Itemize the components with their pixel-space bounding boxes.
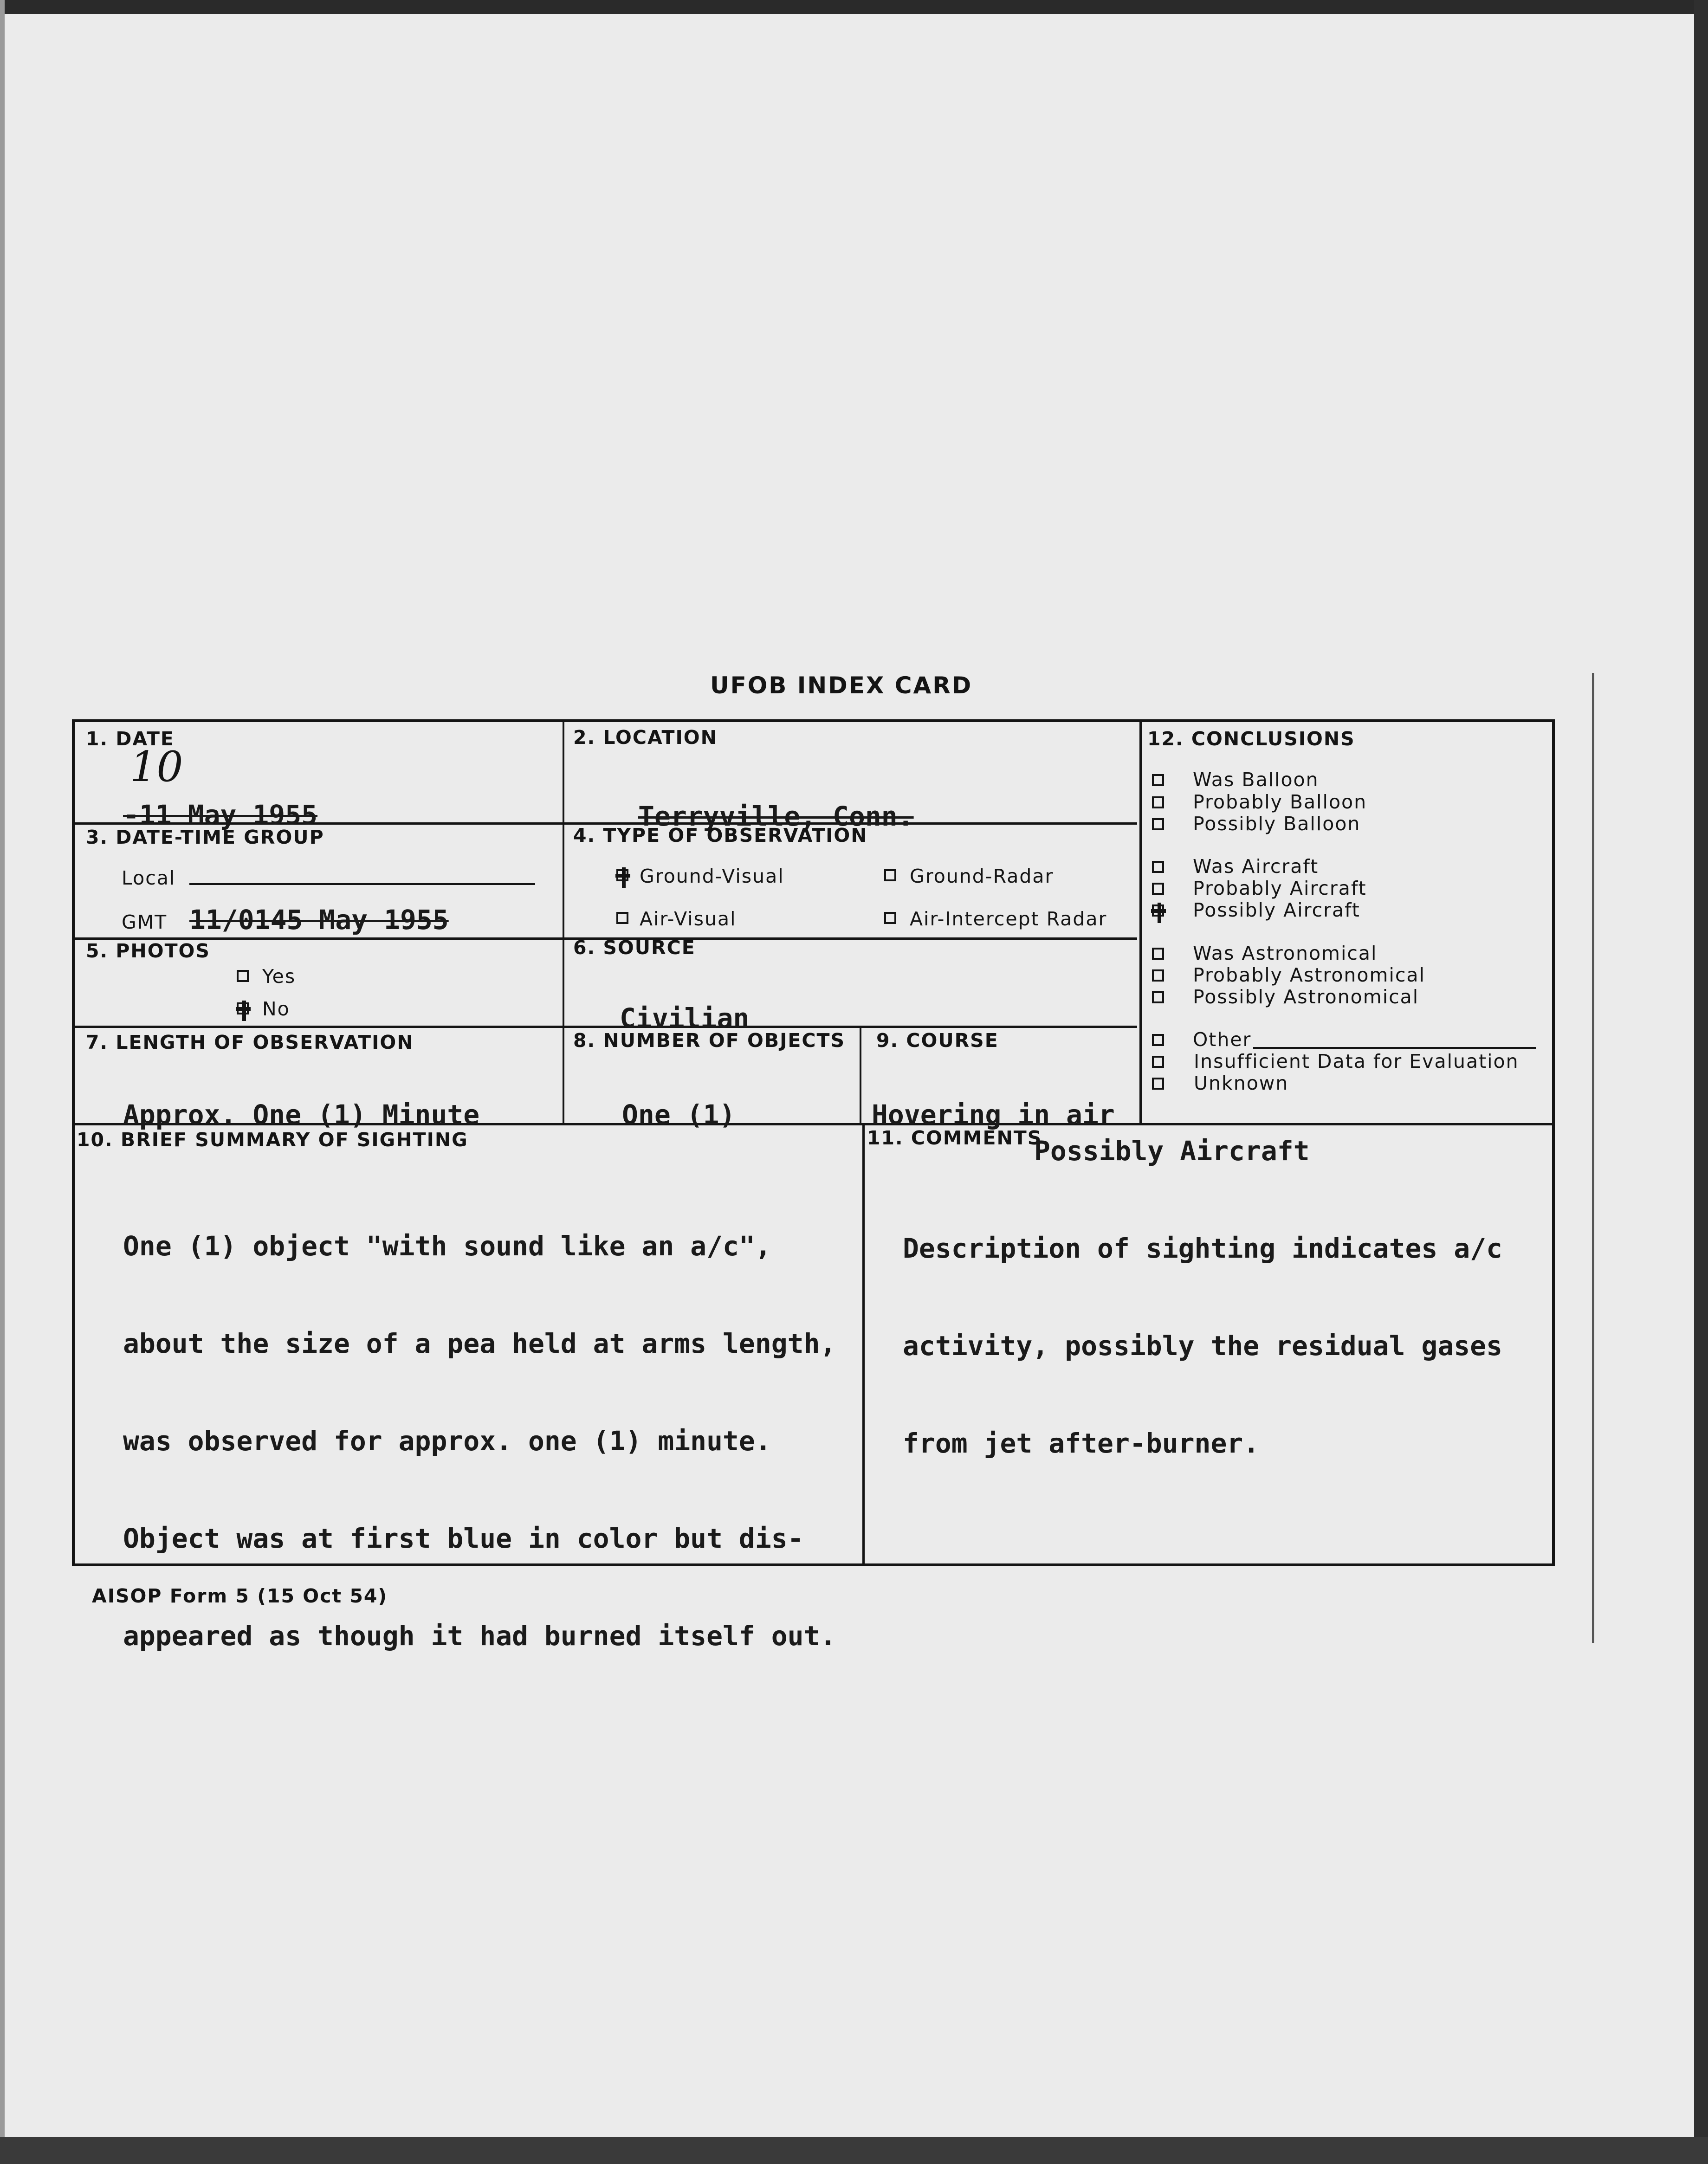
type-of-observation-label: 4. TYPE OF OBSERVATION [573,824,868,846]
summary-line: about the size of a pea held at arms length, [123,1328,836,1359]
ground-radar-option: Ground-Radar [910,865,1054,887]
gmt-label: GMT [122,911,168,933]
photos-label: 5. PHOTOS [86,940,210,962]
probably-astronomical-checkbox[interactable] [1152,969,1164,982]
other-option: Other [1193,1028,1252,1051]
photos-yes-option: Yes [262,965,296,988]
air-visual-option: Air-Visual [640,908,737,930]
divider-row3 [74,1026,1137,1028]
ground-visual-checkbox[interactable] [616,869,628,881]
probably-balloon-checkbox[interactable] [1152,796,1164,808]
probably-balloon-option: Probably Balloon [1193,791,1367,813]
divider-col-conclusions [1139,722,1142,1124]
comments-label: 11. COMMENTS [867,1127,1042,1149]
date-time-group-label: 3. DATE-TIME GROUP [86,826,324,848]
comments-line: activity, possibly the residual gases [903,1330,1503,1362]
summary-line: appeared as though it had burned itself out. [123,1620,836,1652]
possibly-aircraft-checkbox[interactable] [1152,904,1164,917]
air-intercept-radar-option: Air-Intercept Radar [910,908,1107,930]
scan-edge-top [0,0,1708,14]
comments-heading: Possibly Aircraft [1034,1135,1310,1167]
summary-line: Object was at first blue in color but dis- [123,1523,804,1554]
summary-line: was observed for approx. one (1) minute. [123,1425,771,1457]
brief-summary-label: 10. BRIEF SUMMARY OF SIGHTING [77,1129,468,1151]
possibly-balloon-checkbox[interactable] [1152,818,1164,830]
was-aircraft-checkbox[interactable] [1152,861,1164,873]
gmt-value: 11/0145 May 1955 [189,904,449,936]
divider-col1 [563,722,564,1124]
card-title: UFOB INDEX CARD [710,672,973,699]
summary-line: One (1) object "with sound like an a/c", [123,1230,771,1262]
local-time-label: Local [122,867,176,889]
date-label: 1. DATE [86,728,175,750]
other-checkbox[interactable] [1152,1034,1164,1046]
comments-line: Description of sighting indicates a/c [903,1233,1503,1264]
number-of-objects-value: One (1) [622,1099,736,1130]
location-label: 2. LOCATION [573,726,718,749]
course-value: Hovering in air [872,1099,1115,1130]
photos-no-option: No [262,998,290,1020]
length-of-observation-label: 7. LENGTH OF OBSERVATION [86,1031,414,1053]
form-number-footer: AISOP Form 5 (15 Oct 54) [92,1585,388,1607]
date-value: -11 May 1955 [123,799,318,831]
ground-radar-checkbox[interactable] [884,869,896,881]
photos-yes-checkbox[interactable] [237,970,249,982]
other-blank [1253,1047,1536,1049]
source-label: 6. SOURCE [573,937,696,959]
course-label: 9. COURSE [876,1029,999,1052]
air-visual-checkbox[interactable] [616,912,628,924]
conclusions-label: 12. CONCLUSIONS [1147,728,1355,750]
date-handwritten-correction: 10 [130,743,183,791]
air-intercept-radar-checkbox[interactable] [884,912,896,924]
scan-edge-right [1694,0,1708,2164]
was-astronomical-checkbox[interactable] [1152,948,1164,960]
divider-col-summary [862,1124,865,1564]
was-balloon-checkbox[interactable] [1152,774,1164,786]
location-value: Terryville, Conn. [638,801,914,832]
was-aircraft-option: Was Aircraft [1193,855,1319,878]
scan-edge-left [0,0,5,2164]
probably-aircraft-checkbox[interactable] [1152,883,1164,895]
photos-no-checkbox[interactable] [237,1002,249,1014]
possibly-aircraft-option: Possibly Aircraft [1193,899,1360,921]
possibly-astronomical-option: Possibly Astronomical [1193,986,1419,1008]
comments-text [903,1167,1502,1492]
unknown-checkbox[interactable] [1152,1078,1164,1090]
comments-line: from jet after-burner. [903,1428,1260,1459]
scan-edge-bottom [0,2137,1708,2164]
ground-visual-option: Ground-Visual [640,865,784,887]
was-astronomical-option: Was Astronomical [1193,942,1378,964]
insufficient-data-checkbox[interactable] [1152,1056,1164,1068]
possibly-balloon-option: Possibly Balloon [1193,813,1361,835]
insufficient-data-option: Insufficient Data for Evaluation [1194,1050,1519,1072]
probably-aircraft-option: Probably Aircraft [1193,877,1367,899]
source-value: Civilian [620,1002,750,1034]
length-of-observation-value: Approx. One (1) Minute [123,1099,480,1130]
local-time-blank [189,883,535,885]
card-edge-shadow [1592,673,1594,1643]
probably-astronomical-option: Probably Astronomical [1193,964,1425,986]
was-balloon-option: Was Balloon [1193,769,1319,791]
unknown-option: Unknown [1194,1072,1289,1094]
possibly-astronomical-checkbox[interactable] [1152,991,1164,1003]
divider-col-course [860,1027,861,1124]
number-of-objects-label: 8. NUMBER OF OBJECTS [573,1029,845,1052]
